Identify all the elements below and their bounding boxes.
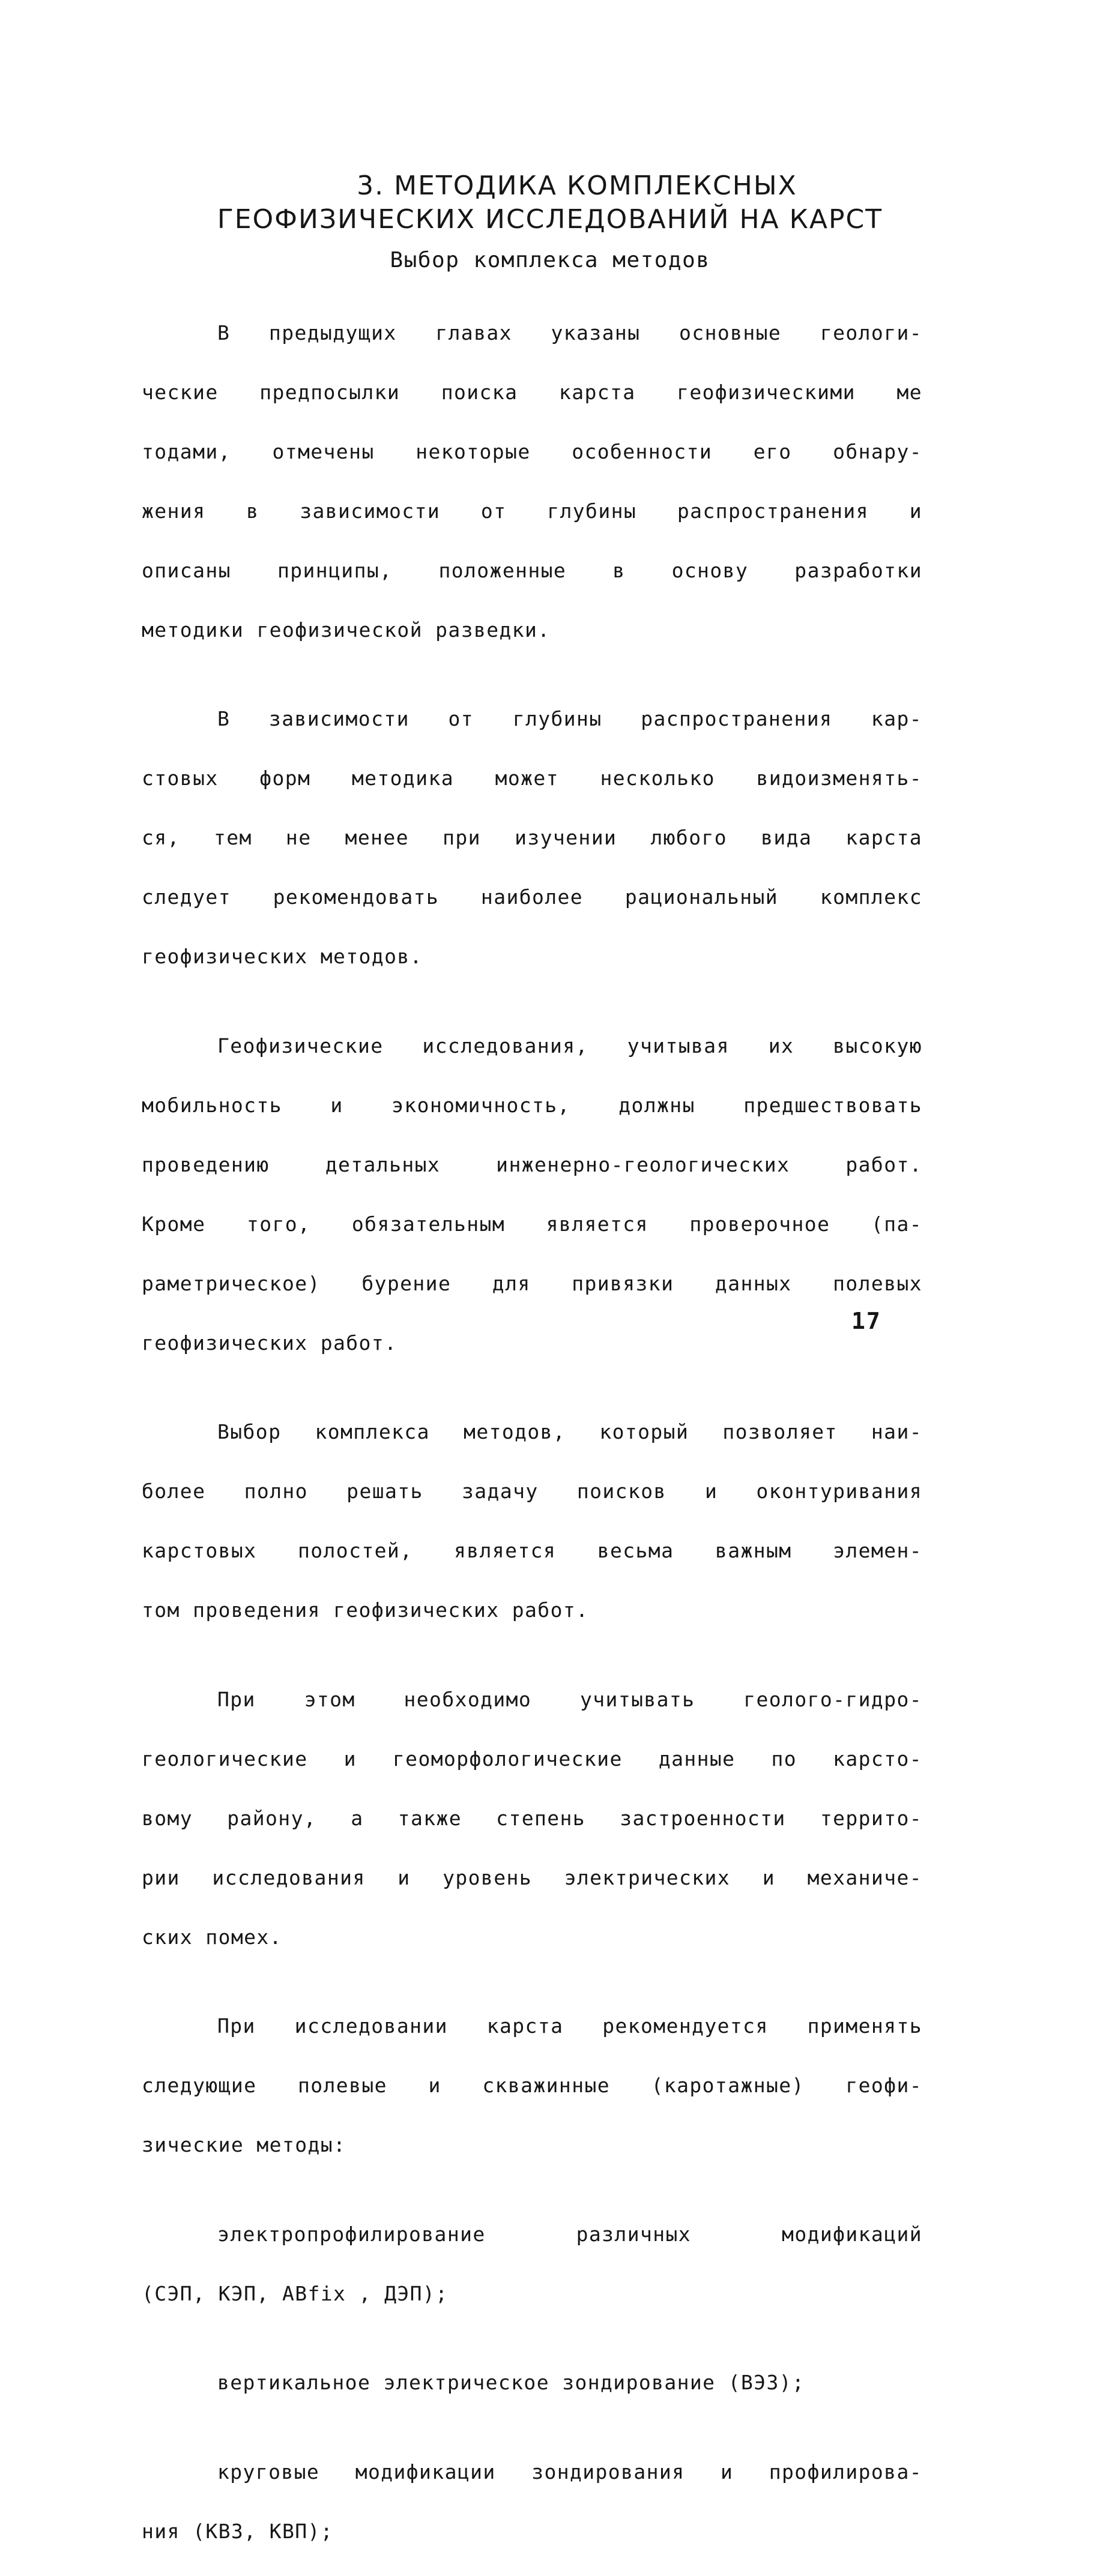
text-line: описаны принципы, положенные в основу разработки xyxy=(142,558,922,582)
text-line: При исследовании карста рекомендуется применять xyxy=(217,2014,922,2038)
page-number: 17 xyxy=(851,1308,881,1334)
text-line: ческие предпосылки поиска карста геофизическими ме xyxy=(142,380,922,404)
text-line: методики геофизической разведки. xyxy=(142,618,551,642)
text-line: ния (КВЗ, КВП); xyxy=(142,2519,334,2543)
paragraph-5 xyxy=(142,1655,922,1982)
text-line: круговые модификации зондирования и профилирова- xyxy=(217,2460,922,2484)
paragraph-6 xyxy=(142,1982,922,2190)
body-text xyxy=(142,288,922,2576)
list-item-1 xyxy=(142,2189,922,2338)
paragraph-2 xyxy=(142,675,922,1002)
text-line: Геофизические исследования, учитывая их высокую xyxy=(217,1034,922,1058)
text-line: карстовых полостей, является весьма важным элемен- xyxy=(142,1539,922,1562)
text-line: геологические и геоморфологические данные по карсто- xyxy=(142,1747,922,1771)
paragraph-4 xyxy=(142,1388,922,1655)
text-line: электропрофилирование различных модификаций xyxy=(217,2222,922,2246)
chapter-title xyxy=(0,169,1100,236)
paragraph-3 xyxy=(142,1001,922,1388)
text-line: ских помех. xyxy=(142,1925,282,1949)
text-line: мобильность и экономичность, должны предшествовать xyxy=(142,1093,922,1117)
text-line: раметрическое) бурение для привязки данных полевых xyxy=(142,1271,922,1295)
text-line: В зависимости от глубины распространения кар- xyxy=(217,707,922,730)
list-item-2 xyxy=(142,2338,922,2428)
list-item-3 xyxy=(142,2427,922,2576)
text-line: вертикальное электрическое зондирование (ВЭЗ); xyxy=(217,2371,805,2394)
text-line: При этом необходимо учитывать геолого-гидро- xyxy=(217,1687,922,1711)
chapter-title-line-2: ГЕОФИЗИЧЕСКИХ ИССЛЕДОВАНИЙ НА КАРСТ xyxy=(217,204,883,235)
text-line: (СЭП, КЭП, АВfix , ДЭП); xyxy=(142,2281,449,2305)
chapter-title-line-1: 3. МЕТОДИКА КОМПЛЕКСНЫХ xyxy=(357,170,797,201)
text-line: ся, тем не менее при изучении любого вида карста xyxy=(142,826,922,849)
text-line: геофизических методов. xyxy=(142,945,423,968)
text-line: том проведения геофизических работ. xyxy=(142,1598,589,1622)
text-line: вому району, а также степень застроенности террито- xyxy=(142,1806,922,1830)
paragraph-1 xyxy=(142,288,922,675)
section-title: Выбор комплекса методов xyxy=(390,248,710,272)
text-line: зические методы: xyxy=(142,2133,346,2156)
text-line: геофизических работ. xyxy=(142,1331,397,1355)
text-line: стовых форм методика может несколько видоизменять- xyxy=(142,766,922,790)
text-line: проведению детальных инженерно-геологических работ. xyxy=(142,1152,922,1176)
text-line: В предыдущих главах указаны основные геологи- xyxy=(217,320,922,345)
text-line: Выбор комплекса методов, который позволяет наи- xyxy=(217,1420,922,1443)
text-line: тодами, отмечены некоторые особенности его обнару- xyxy=(142,439,922,463)
text-line: следует рекомендовать наиболее рациональный комплекс xyxy=(142,885,922,909)
text-line: Кроме того, обязательным является проверочное (па- xyxy=(142,1212,922,1236)
text-line: жения в зависимости от глубины распространения и xyxy=(142,499,922,523)
text-line: более полно решать задачу поисков и оконтуривания xyxy=(142,1479,922,1503)
text-line: следующие полевые и скважинные (каротажные) геофи- xyxy=(142,2074,922,2097)
text-line: рии исследования и уровень электрических и механиче- xyxy=(142,1865,922,1889)
